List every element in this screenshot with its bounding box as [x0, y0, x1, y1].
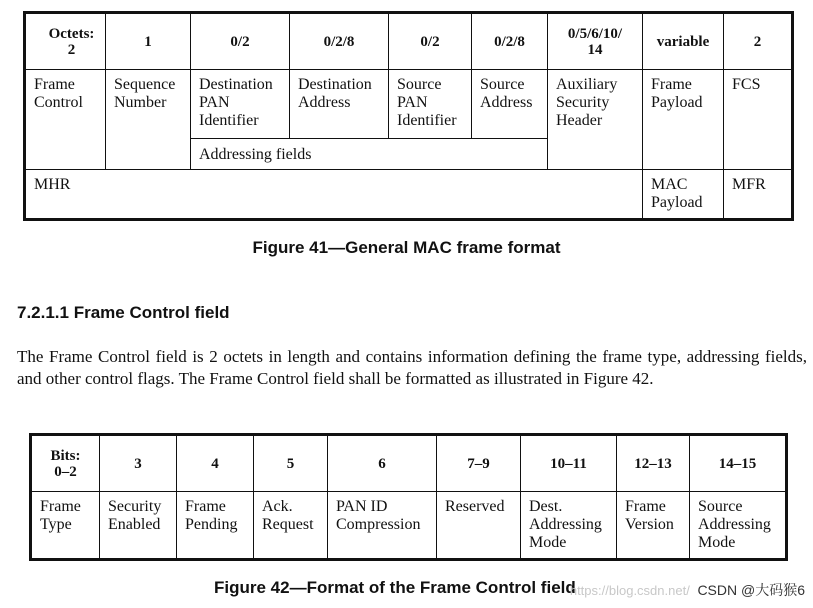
field-src-pan-identifier: Source PAN Identifier [389, 70, 472, 139]
field-frame-version: Frame Version [617, 492, 690, 560]
octets-sequence-number: 1 [106, 13, 191, 70]
field-frame-control: Frame Control [25, 70, 106, 170]
watermark [570, 580, 805, 600]
octets-fcs: 2 [724, 13, 793, 70]
field-dest-addressing-mode: Dest. Addressing Mode [521, 492, 617, 560]
figure-42-caption: Figure 42—Format of the Frame Control field [214, 578, 576, 597]
field-aux-security-header: Auxiliary Security Header [548, 70, 643, 170]
group-mfr: MFR [724, 170, 793, 220]
frame-control-field-table [29, 433, 788, 561]
field-security-enabled: Security Enabled [100, 492, 177, 560]
bits-7-9: 7–9 [437, 435, 521, 492]
field-frame-payload: Frame Payload [643, 70, 724, 170]
bit-4: 4 [177, 435, 254, 492]
figure-41-caption: Figure 41—General MAC frame format [252, 238, 561, 257]
bits-10-11: 10–11 [521, 435, 617, 492]
addressing-fields-label: Addressing fields [191, 139, 548, 170]
body-paragraph: The Frame Control field is 2 octets in length and contains information defining the frame type, addressing fields, and other control flags. The Frame Control field shall be formatted as illustrated in Figure 42. [17, 347, 807, 388]
bit-6: 6 [328, 435, 437, 492]
field-frame-pending: Frame Pending [177, 492, 254, 560]
field-frame-type: Frame Type [31, 492, 100, 560]
watermark-url: https://blog.csdn.net/ [569, 583, 690, 598]
bit-3: 3 [100, 435, 177, 492]
bits-14-15: 14–15 [690, 435, 787, 492]
field-src-address: Source Address [472, 70, 548, 139]
octets-dest-pan: 0/2 [191, 13, 290, 70]
field-fcs: FCS [724, 70, 793, 170]
group-mhr: MHR [25, 170, 643, 220]
field-reserved: Reserved [437, 492, 521, 560]
octets-aux-security: 0/5/6/10/ 14 [548, 13, 643, 70]
octets-src-pan: 0/2 [389, 13, 472, 70]
octets-dest-address: 0/2/8 [290, 13, 389, 70]
watermark-brand: CSDN @大码猴6 [697, 582, 805, 598]
field-pan-id-compression: PAN ID Compression [328, 492, 437, 560]
field-ack-request: Ack. Request [254, 492, 328, 560]
octets-header: Octets: 2 [25, 13, 106, 70]
bits-header: Bits: 0–2 [31, 435, 100, 492]
field-sequence-number: Sequence Number [106, 70, 191, 170]
field-src-addressing-mode: Source Addressing Mode [690, 492, 787, 560]
group-mac-payload: MAC Payload [643, 170, 724, 220]
field-dest-address: Destination Address [290, 70, 389, 139]
mac-frame-format-table [23, 11, 794, 221]
octets-src-address: 0/2/8 [472, 13, 548, 70]
section-heading: 7.2.1.1 Frame Control field [17, 303, 230, 322]
bits-12-13: 12–13 [617, 435, 690, 492]
bit-5: 5 [254, 435, 328, 492]
octets-frame-payload: variable [643, 13, 724, 70]
field-dest-pan-identifier: Destination PAN Identifier [191, 70, 290, 139]
